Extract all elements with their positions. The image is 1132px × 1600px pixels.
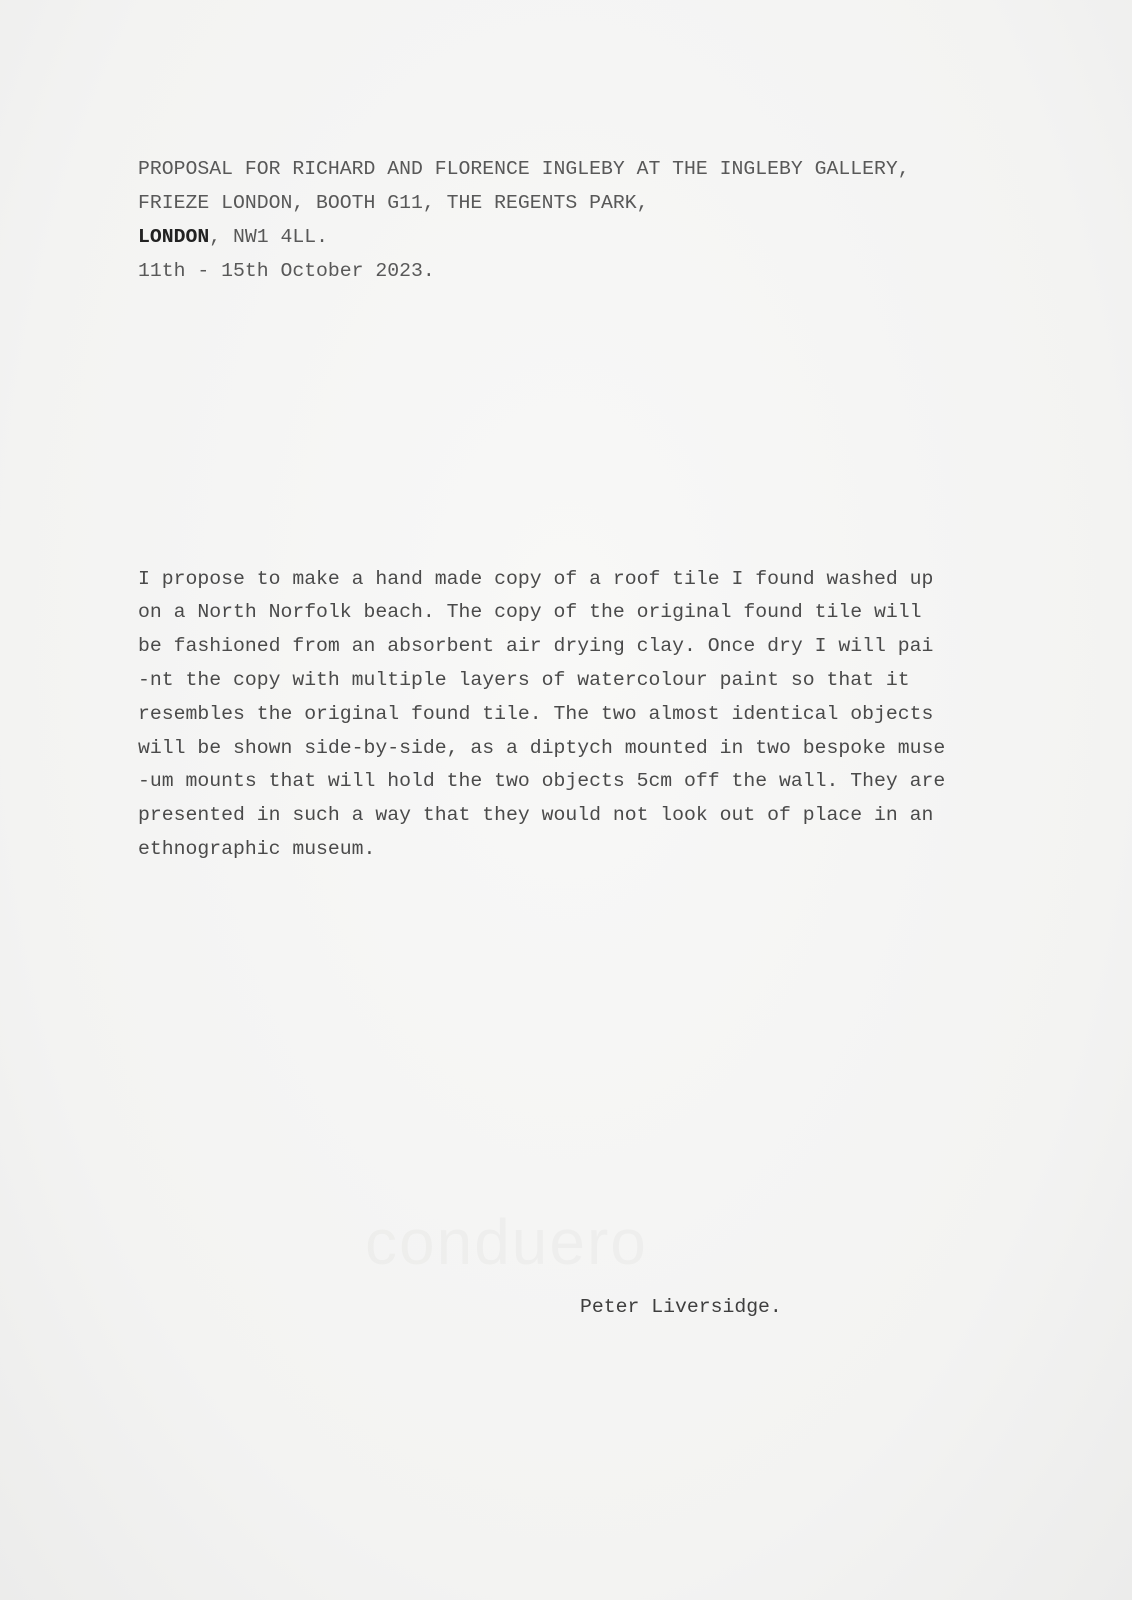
watermark xyxy=(365,1205,648,1279)
body-line: I propose to make a hand made copy of a roof tile I found washed up xyxy=(138,568,934,590)
header-line-3 xyxy=(138,228,328,248)
city-bold: LONDON xyxy=(138,226,210,248)
body-line: -um mounts that will hold the two objects 5cm off the wall. They are xyxy=(138,770,946,792)
signature: Peter Liversidge. xyxy=(580,1296,782,1318)
body-line: presented in such a way that they would not look out of place in an xyxy=(138,804,934,826)
body-line: resembles the original found tile. The two almost identical objects xyxy=(138,703,934,725)
body-line: will be shown side-by-side, as a diptych mounted in two bespoke muse xyxy=(138,737,946,759)
body-line: -nt the copy with multiple layers of watercolour paint so that it xyxy=(138,669,910,691)
header-line-1: PROPOSAL FOR RICHARD AND FLORENCE INGLEBY AT THE INGLEBY GALLERY, xyxy=(138,158,910,180)
postcode: , NW1 4LL. xyxy=(209,226,328,248)
body-line: be fashioned from an absorbent air drying clay. Once dry I will pai xyxy=(138,635,934,657)
body-line: on a North Norfolk beach. The copy of the original found tile will xyxy=(138,601,922,623)
header-dates: 11th - 15th October 2023. xyxy=(138,260,435,282)
body-line: ethnographic museum. xyxy=(138,838,376,860)
header-line-2: FRIEZE LONDON, BOOTH G11, THE REGENTS PARK, xyxy=(138,192,649,214)
